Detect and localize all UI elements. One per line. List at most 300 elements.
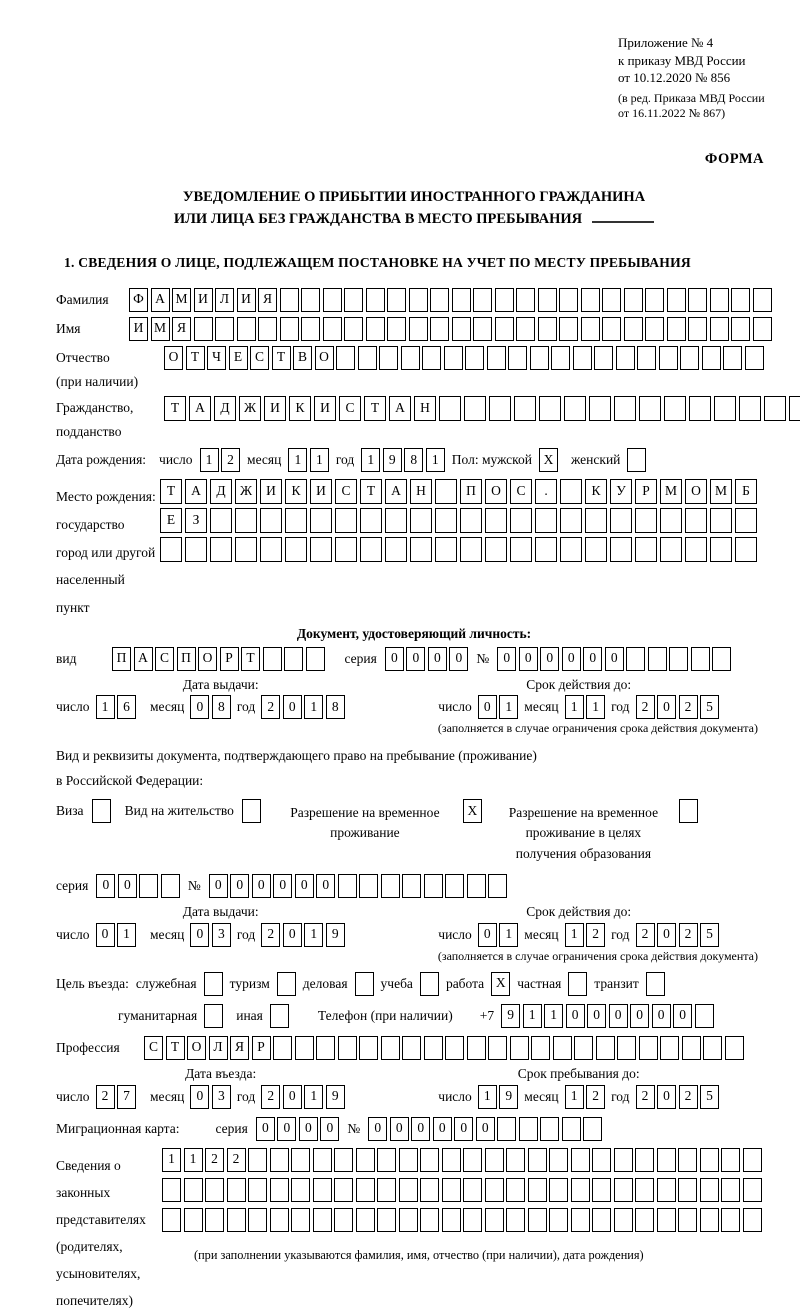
char-cell[interactable]: 0 <box>562 647 581 671</box>
char-cell[interactable]: 5 <box>700 1085 719 1109</box>
char-cell[interactable]: Ж <box>235 479 257 504</box>
char-cell[interactable]: В <box>293 346 312 370</box>
char-cell[interactable] <box>338 874 357 898</box>
char-cell[interactable] <box>635 508 657 533</box>
char-cell[interactable] <box>162 1178 181 1202</box>
char-cell[interactable] <box>161 874 180 898</box>
char-cell[interactable] <box>204 1004 223 1028</box>
char-cell[interactable] <box>424 1036 443 1060</box>
char-cell[interactable]: 0 <box>277 1117 296 1141</box>
char-cell[interactable] <box>731 317 750 341</box>
char-cell[interactable]: Я <box>172 317 191 341</box>
char-cell[interactable]: 0 <box>118 874 137 898</box>
char-cell[interactable] <box>639 1036 658 1060</box>
char-cell[interactable] <box>559 288 578 312</box>
char-cell[interactable] <box>280 288 299 312</box>
char-cell[interactable] <box>560 508 582 533</box>
char-cell[interactable]: Т <box>160 479 182 504</box>
char-cell[interactable] <box>323 317 342 341</box>
char-cell[interactable] <box>789 396 800 421</box>
char-cell[interactable]: М <box>151 317 170 341</box>
char-cell[interactable]: 0 <box>190 923 209 947</box>
char-cell[interactable] <box>399 1178 418 1202</box>
char-cell[interactable] <box>336 346 355 370</box>
char-cell[interactable] <box>610 537 632 562</box>
char-cell[interactable] <box>439 396 461 421</box>
char-cell[interactable] <box>420 1178 439 1202</box>
char-cell[interactable] <box>712 647 731 671</box>
char-cell[interactable] <box>573 346 592 370</box>
char-cell[interactable]: 0 <box>256 1117 275 1141</box>
char-cell[interactable]: 2 <box>96 1085 115 1109</box>
char-cell[interactable] <box>703 1036 722 1060</box>
char-cell[interactable] <box>539 396 561 421</box>
char-cell[interactable]: О <box>685 479 707 504</box>
char-cell[interactable]: С <box>250 346 269 370</box>
char-cell[interactable]: . <box>535 479 557 504</box>
char-cell[interactable] <box>691 647 710 671</box>
char-cell[interactable] <box>571 1178 590 1202</box>
char-cell[interactable] <box>635 1208 654 1232</box>
char-cell[interactable] <box>215 317 234 341</box>
char-cell[interactable] <box>160 537 182 562</box>
char-cell[interactable] <box>377 1208 396 1232</box>
char-cell[interactable] <box>745 346 764 370</box>
char-cell[interactable] <box>399 1148 418 1172</box>
char-cell[interactable] <box>530 346 549 370</box>
char-cell[interactable]: 2 <box>636 695 655 719</box>
char-cell[interactable] <box>270 1004 289 1028</box>
char-cell[interactable] <box>528 1178 547 1202</box>
char-cell[interactable] <box>410 508 432 533</box>
char-cell[interactable] <box>263 647 282 671</box>
char-cell[interactable] <box>657 1208 676 1232</box>
char-cell[interactable] <box>424 874 443 898</box>
char-cell[interactable]: А <box>189 396 211 421</box>
char-cell[interactable] <box>624 288 643 312</box>
char-cell[interactable]: Т <box>166 1036 185 1060</box>
char-cell[interactable] <box>614 1148 633 1172</box>
char-cell[interactable] <box>313 1148 332 1172</box>
char-cell[interactable]: 2 <box>261 923 280 947</box>
char-cell[interactable] <box>753 317 772 341</box>
char-cell[interactable]: О <box>198 647 217 671</box>
char-cell[interactable] <box>435 537 457 562</box>
char-cell[interactable] <box>743 1148 762 1172</box>
char-cell[interactable] <box>270 1178 289 1202</box>
char-cell[interactable] <box>385 537 407 562</box>
char-cell[interactable] <box>514 396 536 421</box>
char-cell[interactable]: И <box>260 479 282 504</box>
char-cell[interactable] <box>139 874 158 898</box>
char-cell[interactable] <box>387 288 406 312</box>
char-cell[interactable]: С <box>144 1036 163 1060</box>
char-cell[interactable] <box>549 1148 568 1172</box>
char-cell[interactable]: И <box>129 317 148 341</box>
char-cell[interactable] <box>235 537 257 562</box>
char-cell[interactable] <box>356 1178 375 1202</box>
char-cell[interactable] <box>616 346 635 370</box>
char-cell[interactable] <box>660 508 682 533</box>
char-cell[interactable]: 1 <box>478 1085 497 1109</box>
char-cell[interactable] <box>335 537 357 562</box>
char-cell[interactable] <box>435 479 457 504</box>
char-cell[interactable]: 0 <box>190 1085 209 1109</box>
char-cell[interactable] <box>366 317 385 341</box>
char-cell[interactable] <box>667 317 686 341</box>
char-cell[interactable] <box>460 537 482 562</box>
char-cell[interactable] <box>519 1117 538 1141</box>
char-cell[interactable] <box>592 1208 611 1232</box>
char-cell[interactable] <box>194 317 213 341</box>
char-cell[interactable]: П <box>112 647 131 671</box>
char-cell[interactable]: М <box>660 479 682 504</box>
char-cell[interactable] <box>463 1148 482 1172</box>
char-cell[interactable] <box>463 1178 482 1202</box>
char-cell[interactable]: Б <box>735 479 757 504</box>
char-cell[interactable]: 2 <box>261 1085 280 1109</box>
char-cell[interactable]: С <box>510 479 532 504</box>
char-cell[interactable]: 0 <box>540 647 559 671</box>
char-cell[interactable]: 0 <box>449 647 468 671</box>
char-cell[interactable] <box>516 288 535 312</box>
char-cell[interactable] <box>688 317 707 341</box>
char-cell[interactable]: 0 <box>519 647 538 671</box>
char-cell[interactable]: А <box>134 647 153 671</box>
char-cell[interactable]: Р <box>220 647 239 671</box>
char-cell[interactable]: 0 <box>657 695 676 719</box>
char-cell[interactable] <box>646 972 665 996</box>
char-cell[interactable] <box>602 317 621 341</box>
char-cell[interactable]: А <box>389 396 411 421</box>
char-cell[interactable]: Ф <box>129 288 148 312</box>
char-cell[interactable] <box>227 1178 246 1202</box>
char-cell[interactable]: О <box>187 1036 206 1060</box>
char-cell[interactable]: 0 <box>657 923 676 947</box>
char-cell[interactable]: 2 <box>679 1085 698 1109</box>
char-cell[interactable] <box>700 1148 719 1172</box>
char-cell[interactable]: 0 <box>411 1117 430 1141</box>
char-cell[interactable]: 8 <box>326 695 345 719</box>
char-cell[interactable] <box>516 317 535 341</box>
char-cell[interactable]: К <box>289 396 311 421</box>
char-cell[interactable] <box>442 1208 461 1232</box>
char-cell[interactable] <box>535 508 557 533</box>
char-cell[interactable]: Р <box>635 479 657 504</box>
char-cell[interactable]: 9 <box>499 1085 518 1109</box>
char-cell[interactable]: 2 <box>636 923 655 947</box>
char-cell[interactable] <box>487 346 506 370</box>
char-cell[interactable]: К <box>585 479 607 504</box>
char-cell[interactable]: О <box>315 346 334 370</box>
char-cell[interactable]: 6 <box>117 695 136 719</box>
char-cell[interactable] <box>381 1036 400 1060</box>
char-cell[interactable] <box>295 1036 314 1060</box>
char-cell[interactable] <box>689 396 711 421</box>
char-cell[interactable] <box>497 1117 516 1141</box>
char-cell[interactable]: 9 <box>501 1004 520 1028</box>
char-cell[interactable] <box>710 537 732 562</box>
char-cell[interactable] <box>338 1036 357 1060</box>
char-cell[interactable] <box>485 537 507 562</box>
char-cell[interactable] <box>753 288 772 312</box>
char-cell[interactable] <box>685 508 707 533</box>
char-cell[interactable] <box>467 1036 486 1060</box>
char-cell[interactable]: М <box>710 479 732 504</box>
char-cell[interactable] <box>248 1148 267 1172</box>
char-cell[interactable]: 1 <box>288 448 307 472</box>
char-cell[interactable] <box>205 1178 224 1202</box>
char-cell[interactable]: 1 <box>586 695 605 719</box>
char-cell[interactable]: 0 <box>385 647 404 671</box>
char-cell[interactable] <box>420 972 439 996</box>
char-cell[interactable] <box>538 317 557 341</box>
char-cell[interactable] <box>385 508 407 533</box>
char-cell[interactable] <box>614 1178 633 1202</box>
char-cell[interactable] <box>410 537 432 562</box>
char-cell[interactable] <box>184 1208 203 1232</box>
char-cell[interactable] <box>592 1148 611 1172</box>
char-cell[interactable]: А <box>151 288 170 312</box>
char-cell[interactable]: 0 <box>630 1004 649 1028</box>
char-cell[interactable] <box>485 1208 504 1232</box>
char-cell[interactable]: Я <box>258 288 277 312</box>
char-cell[interactable]: 9 <box>383 448 402 472</box>
char-cell[interactable] <box>381 874 400 898</box>
char-cell[interactable] <box>553 1036 572 1060</box>
char-cell[interactable] <box>291 1208 310 1232</box>
char-cell[interactable]: Ч <box>207 346 226 370</box>
char-cell[interactable] <box>695 1004 714 1028</box>
char-cell[interactable] <box>334 1178 353 1202</box>
char-cell[interactable]: Т <box>364 396 386 421</box>
char-cell[interactable]: 0 <box>652 1004 671 1028</box>
char-cell[interactable]: X <box>491 972 510 996</box>
char-cell[interactable]: Л <box>209 1036 228 1060</box>
char-cell[interactable] <box>495 288 514 312</box>
char-cell[interactable]: 0 <box>283 695 302 719</box>
char-cell[interactable]: 0 <box>583 647 602 671</box>
char-cell[interactable]: 0 <box>657 1085 676 1109</box>
char-cell[interactable]: П <box>460 479 482 504</box>
char-cell[interactable] <box>508 346 527 370</box>
char-cell[interactable]: 0 <box>476 1117 495 1141</box>
char-cell[interactable]: И <box>310 479 332 504</box>
char-cell[interactable] <box>355 972 374 996</box>
char-cell[interactable]: 1 <box>544 1004 563 1028</box>
char-cell[interactable]: 1 <box>499 695 518 719</box>
char-cell[interactable] <box>359 874 378 898</box>
char-cell[interactable] <box>585 537 607 562</box>
char-cell[interactable] <box>379 346 398 370</box>
char-cell[interactable] <box>442 1178 461 1202</box>
char-cell[interactable]: 0 <box>273 874 292 898</box>
char-cell[interactable] <box>310 508 332 533</box>
char-cell[interactable] <box>559 317 578 341</box>
char-cell[interactable] <box>506 1178 525 1202</box>
char-cell[interactable] <box>445 1036 464 1060</box>
char-cell[interactable]: Н <box>414 396 436 421</box>
char-cell[interactable] <box>551 346 570 370</box>
char-cell[interactable] <box>714 396 736 421</box>
char-cell[interactable]: 0 <box>96 923 115 947</box>
char-cell[interactable]: 2 <box>586 923 605 947</box>
char-cell[interactable] <box>377 1178 396 1202</box>
char-cell[interactable] <box>538 288 557 312</box>
char-cell[interactable] <box>291 1178 310 1202</box>
char-cell[interactable]: 1 <box>499 923 518 947</box>
char-cell[interactable] <box>589 396 611 421</box>
char-cell[interactable] <box>227 1208 246 1232</box>
char-cell[interactable] <box>664 396 686 421</box>
char-cell[interactable]: 0 <box>497 647 516 671</box>
char-cell[interactable] <box>323 288 342 312</box>
char-cell[interactable]: 0 <box>478 923 497 947</box>
char-cell[interactable] <box>535 537 557 562</box>
char-cell[interactable] <box>510 1036 529 1060</box>
char-cell[interactable] <box>657 1148 676 1172</box>
char-cell[interactable] <box>284 647 303 671</box>
char-cell[interactable] <box>460 508 482 533</box>
char-cell[interactable]: С <box>155 647 174 671</box>
char-cell[interactable]: Д <box>210 479 232 504</box>
char-cell[interactable]: X <box>539 448 558 472</box>
char-cell[interactable]: 2 <box>221 448 240 472</box>
char-cell[interactable]: С <box>335 479 357 504</box>
char-cell[interactable] <box>725 1036 744 1060</box>
char-cell[interactable] <box>660 1036 679 1060</box>
char-cell[interactable]: 1 <box>96 695 115 719</box>
char-cell[interactable] <box>635 537 657 562</box>
char-cell[interactable] <box>184 1178 203 1202</box>
char-cell[interactable] <box>335 508 357 533</box>
char-cell[interactable] <box>657 1178 676 1202</box>
char-cell[interactable]: 1 <box>117 923 136 947</box>
char-cell[interactable] <box>564 396 586 421</box>
char-cell[interactable]: 5 <box>700 695 719 719</box>
char-cell[interactable] <box>710 508 732 533</box>
char-cell[interactable] <box>723 346 742 370</box>
char-cell[interactable]: Е <box>229 346 248 370</box>
char-cell[interactable] <box>258 317 277 341</box>
char-cell[interactable] <box>614 1208 633 1232</box>
char-cell[interactable]: 0 <box>368 1117 387 1141</box>
char-cell[interactable] <box>488 1036 507 1060</box>
char-cell[interactable] <box>702 346 721 370</box>
char-cell[interactable] <box>248 1178 267 1202</box>
char-cell[interactable]: О <box>164 346 183 370</box>
char-cell[interactable] <box>667 288 686 312</box>
char-cell[interactable] <box>735 537 757 562</box>
char-cell[interactable] <box>473 288 492 312</box>
char-cell[interactable] <box>743 1178 762 1202</box>
char-cell[interactable] <box>237 317 256 341</box>
char-cell[interactable] <box>402 874 421 898</box>
char-cell[interactable] <box>473 317 492 341</box>
char-cell[interactable] <box>334 1208 353 1232</box>
char-cell[interactable] <box>639 396 661 421</box>
char-cell[interactable] <box>344 288 363 312</box>
char-cell[interactable]: 0 <box>433 1117 452 1141</box>
char-cell[interactable] <box>549 1178 568 1202</box>
char-cell[interactable] <box>409 317 428 341</box>
char-cell[interactable] <box>420 1208 439 1232</box>
char-cell[interactable] <box>531 1036 550 1060</box>
char-cell[interactable]: Н <box>410 479 432 504</box>
char-cell[interactable] <box>574 1036 593 1060</box>
char-cell[interactable] <box>721 1178 740 1202</box>
char-cell[interactable] <box>610 508 632 533</box>
char-cell[interactable]: 0 <box>283 1085 302 1109</box>
char-cell[interactable] <box>334 1148 353 1172</box>
char-cell[interactable]: 0 <box>406 647 425 671</box>
char-cell[interactable]: Т <box>241 647 260 671</box>
char-cell[interactable] <box>540 1117 559 1141</box>
char-cell[interactable] <box>356 1148 375 1172</box>
char-cell[interactable] <box>637 346 656 370</box>
char-cell[interactable] <box>710 317 729 341</box>
char-cell[interactable] <box>562 1117 581 1141</box>
char-cell[interactable]: 1 <box>304 695 323 719</box>
char-cell[interactable] <box>488 874 507 898</box>
char-cell[interactable] <box>210 508 232 533</box>
char-cell[interactable] <box>627 448 646 472</box>
char-cell[interactable] <box>210 537 232 562</box>
char-cell[interactable] <box>680 346 699 370</box>
option-residence-permit[interactable]: Вид на жительство <box>125 799 261 823</box>
char-cell[interactable] <box>360 508 382 533</box>
char-cell[interactable] <box>721 1148 740 1172</box>
char-cell[interactable]: 2 <box>227 1148 246 1172</box>
char-cell[interactable] <box>602 288 621 312</box>
char-cell[interactable] <box>594 346 613 370</box>
char-cell[interactable] <box>678 1178 697 1202</box>
option-visa[interactable]: Виза <box>56 799 111 823</box>
char-cell[interactable] <box>669 647 688 671</box>
char-cell[interactable]: 1 <box>565 695 584 719</box>
char-cell[interactable]: 0 <box>209 874 228 898</box>
char-cell[interactable]: 8 <box>404 448 423 472</box>
char-cell[interactable] <box>743 1208 762 1232</box>
char-cell[interactable]: 0 <box>587 1004 606 1028</box>
char-cell[interactable] <box>185 537 207 562</box>
char-cell[interactable] <box>248 1208 267 1232</box>
char-cell[interactable]: 0 <box>454 1117 473 1141</box>
char-cell[interactable]: 0 <box>609 1004 628 1028</box>
char-cell[interactable]: 1 <box>361 448 380 472</box>
char-cell[interactable]: 0 <box>316 874 335 898</box>
char-cell[interactable] <box>285 537 307 562</box>
char-cell[interactable]: Т <box>164 396 186 421</box>
char-cell[interactable] <box>660 537 682 562</box>
char-cell[interactable] <box>648 647 667 671</box>
char-cell[interactable]: 1 <box>304 923 323 947</box>
char-cell[interactable]: 0 <box>478 695 497 719</box>
char-cell[interactable]: Е <box>160 508 182 533</box>
char-cell[interactable]: 9 <box>326 1085 345 1109</box>
char-cell[interactable] <box>645 288 664 312</box>
char-cell[interactable] <box>739 396 761 421</box>
char-cell[interactable] <box>583 1117 602 1141</box>
char-cell[interactable] <box>721 1208 740 1232</box>
char-cell[interactable]: 3 <box>212 1085 231 1109</box>
char-cell[interactable]: 1 <box>426 448 445 472</box>
char-cell[interactable]: 0 <box>320 1117 339 1141</box>
char-cell[interactable] <box>581 288 600 312</box>
char-cell[interactable] <box>430 288 449 312</box>
char-cell[interactable]: 1 <box>310 448 329 472</box>
char-cell[interactable] <box>204 972 223 996</box>
